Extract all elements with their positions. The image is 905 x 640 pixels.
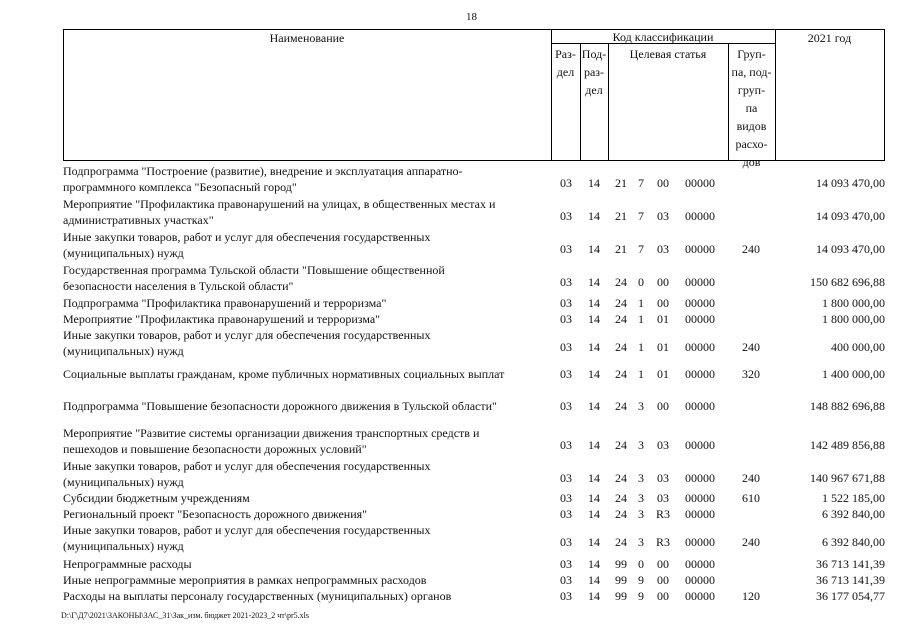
row-amount: 1 800 000,00 xyxy=(822,312,885,326)
row-code-a1: 24 xyxy=(615,471,627,485)
row-code-a3: 03 xyxy=(657,471,669,485)
row-code-a4: 00000 xyxy=(685,176,715,190)
row-code-pr: 14 xyxy=(588,312,600,326)
row-code-a1: 24 xyxy=(615,491,627,505)
row-code-pr: 14 xyxy=(588,471,600,485)
row-name: Подпрограмма "Профилактика правонарушений и терроризма" xyxy=(63,296,387,310)
row-code-pr: 14 xyxy=(588,209,600,223)
row-code-r: 03 xyxy=(560,340,572,354)
row-code-a2: 1 xyxy=(638,296,644,310)
row-code-a2: 1 xyxy=(638,312,644,326)
row-code-pr: 14 xyxy=(588,589,600,603)
row-code-r: 03 xyxy=(560,296,572,310)
row-amount: 140 967 671,88 xyxy=(810,471,885,485)
row-code-a2: 7 xyxy=(638,176,644,190)
row-code-a2: 7 xyxy=(638,209,644,223)
header-code-group: Код классификации xyxy=(612,30,714,44)
row-code-a3: 00 xyxy=(657,296,669,310)
row-code-r: 03 xyxy=(560,507,572,521)
row-code-a3: R3 xyxy=(655,507,670,521)
row-code-r: 03 xyxy=(560,573,572,587)
row-code-r: 03 xyxy=(560,557,572,571)
row-code-a1: 24 xyxy=(615,275,627,289)
row-amount: 14 093 470,00 xyxy=(816,242,885,256)
row-code-r: 03 xyxy=(560,491,572,505)
row-code-a1: 21 xyxy=(615,209,627,223)
row-amount: 6 392 840,00 xyxy=(822,535,885,549)
row-name: Подпрограмма "Повышение безопасности дорожного движения в Тульской области" xyxy=(63,399,497,413)
row-code-a3: 00 xyxy=(657,573,669,587)
row-amount: 1 400 000,00 xyxy=(822,367,885,381)
row-code-r: 03 xyxy=(560,535,572,549)
row-code-a1: 24 xyxy=(615,340,627,354)
row-code-a1: 24 xyxy=(615,296,627,310)
header-razdel: Раз- дел xyxy=(555,47,576,79)
row-code-a3: 00 xyxy=(657,399,669,413)
row-name: Подпрограмма "Построение (развитие), внедрение и эксплуатация аппаратно- программного комплекса "Безопасный город" xyxy=(63,164,463,194)
row-code-a4: 00000 xyxy=(685,275,715,289)
row-amount: 400 000,00 xyxy=(831,340,885,354)
row-code-r: 03 xyxy=(560,471,572,485)
row-code-a4: 00000 xyxy=(685,340,715,354)
row-code-pr: 14 xyxy=(588,557,600,571)
row-code-a3: 00 xyxy=(657,176,669,190)
row-code-a4: 00000 xyxy=(685,367,715,381)
header-gruppa: Груп- па, под- груп- па видов расхо- дов xyxy=(731,47,772,169)
row-code-a3: 00 xyxy=(657,589,669,603)
row-code-a2: 1 xyxy=(638,367,644,381)
row-code-a4: 00000 xyxy=(685,573,715,587)
row-name: Социальные выплаты гражданам, кроме публичных нормативных социальных выплат xyxy=(63,367,505,381)
row-code-pr: 14 xyxy=(588,438,600,452)
row-code-r: 03 xyxy=(560,312,572,326)
row-code-a4: 00000 xyxy=(685,507,715,521)
row-code-a1: 21 xyxy=(615,176,627,190)
row-amount: 148 882 696,88 xyxy=(810,399,885,413)
row-name: Иные закупки товаров, работ и услуг для обеспечения государственных (муниципальных) нужд xyxy=(63,459,431,489)
row-code-pr: 14 xyxy=(588,507,600,521)
row-code-a4: 00000 xyxy=(685,589,715,603)
row-code-pr: 14 xyxy=(588,176,600,190)
row-code-r: 03 xyxy=(560,438,572,452)
row-code-pr: 14 xyxy=(588,535,600,549)
row-code-r: 03 xyxy=(560,275,572,289)
row-name: Иные закупки товаров, работ и услуг для обеспечения государственных (муниципальных) нужд xyxy=(63,328,431,358)
row-code-a3: 03 xyxy=(657,209,669,223)
row-code-r: 03 xyxy=(560,399,572,413)
row-name: Субсидии бюджетным учреждениям xyxy=(63,491,250,505)
row-code-a3: 03 xyxy=(657,438,669,452)
row-code-a2: 0 xyxy=(638,557,644,571)
row-code-a1: 99 xyxy=(615,589,627,603)
row-amount: 36 713 141,39 xyxy=(816,557,885,571)
row-code-a3: 03 xyxy=(657,242,669,256)
row-code-a1: 24 xyxy=(615,507,627,521)
row-code-a4: 00000 xyxy=(685,296,715,310)
row-code-a1: 24 xyxy=(615,312,627,326)
row-name: Мероприятие "Развитие системы организации движения транспортных средств и пешеходов и повышение безопасности дорожных условий" xyxy=(63,426,480,456)
row-code-a1: 24 xyxy=(615,438,627,452)
row-code-a4: 00000 xyxy=(685,557,715,571)
row-code-v: 120 xyxy=(742,589,760,603)
row-code-a4: 00000 xyxy=(685,438,715,452)
row-amount: 1 800 000,00 xyxy=(822,296,885,310)
row-code-a4: 00000 xyxy=(685,312,715,326)
row-code-v: 240 xyxy=(742,242,760,256)
row-code-a2: 3 xyxy=(638,438,644,452)
row-code-a1: 24 xyxy=(615,535,627,549)
row-code-a2: 3 xyxy=(638,491,644,505)
row-code-a3: R3 xyxy=(655,535,670,549)
row-code-a1: 24 xyxy=(615,399,627,413)
row-amount: 142 489 856,88 xyxy=(810,438,885,452)
row-code-a3: 01 xyxy=(657,312,669,326)
row-name: Мероприятие "Профилактика правонарушений на улицах, в общественных местах и административных участках" xyxy=(63,197,496,227)
row-code-a4: 00000 xyxy=(685,471,715,485)
row-code-a1: 21 xyxy=(615,242,627,256)
row-code-a2: 3 xyxy=(638,535,644,549)
row-code-a1: 24 xyxy=(615,367,627,381)
row-code-pr: 14 xyxy=(588,573,600,587)
row-code-a1: 99 xyxy=(615,557,627,571)
row-amount: 150 682 696,88 xyxy=(810,275,885,289)
row-amount: 36 177 054,77 xyxy=(816,589,885,603)
row-code-a4: 00000 xyxy=(685,535,715,549)
row-name: Иные закупки товаров, работ и услуг для обеспечения государственных (муниципальных) нужд xyxy=(63,523,431,553)
row-code-r: 03 xyxy=(560,209,572,223)
row-code-a2: 3 xyxy=(638,507,644,521)
row-code-a2: 3 xyxy=(638,471,644,485)
row-code-r: 03 xyxy=(560,589,572,603)
row-code-a2: 9 xyxy=(638,573,644,587)
row-code-pr: 14 xyxy=(588,242,600,256)
header-year: 2021 год xyxy=(807,31,852,45)
row-code-a2: 3 xyxy=(638,399,644,413)
row-code-r: 03 xyxy=(560,367,572,381)
row-name: Мероприятие "Профилактика правонарушений и терроризма" xyxy=(63,312,381,326)
row-code-v: 240 xyxy=(742,340,760,354)
row-code-pr: 14 xyxy=(588,275,600,289)
row-code-v: 240 xyxy=(742,535,760,549)
header-article: Целевая статья xyxy=(629,47,707,61)
row-code-pr: 14 xyxy=(588,340,600,354)
row-code-a4: 00000 xyxy=(685,399,715,413)
row-amount: 14 093 470,00 xyxy=(816,176,885,190)
row-name: Региональный проект "Безопасность дорожного движения" xyxy=(63,507,368,521)
row-code-pr: 14 xyxy=(588,296,600,310)
row-code-pr: 14 xyxy=(588,367,600,381)
row-code-a3: 00 xyxy=(657,557,669,571)
row-code-r: 03 xyxy=(560,176,572,190)
row-name: Непрограммные расходы xyxy=(63,557,192,571)
row-code-a2: 9 xyxy=(638,589,644,603)
row-code-r: 03 xyxy=(560,242,572,256)
row-amount: 6 392 840,00 xyxy=(822,507,885,521)
row-code-a2: 0 xyxy=(638,275,644,289)
row-amount: 1 522 185,00 xyxy=(822,491,885,505)
row-code-a2: 7 xyxy=(638,242,644,256)
row-code-a4: 00000 xyxy=(685,491,715,505)
row-code-v: 320 xyxy=(742,367,760,381)
row-code-v: 610 xyxy=(742,491,760,505)
row-amount: 14 093 470,00 xyxy=(816,209,885,223)
row-name: Иные закупки товаров, работ и услуг для обеспечения государственных (муниципальных) нужд xyxy=(63,230,431,260)
row-code-a1: 99 xyxy=(615,573,627,587)
row-code-a3: 01 xyxy=(657,367,669,381)
row-name: Иные непрограммные мероприятия в рамках непрограммных расходов xyxy=(63,573,427,587)
row-name: Расходы на выплаты персоналу государственных (муниципальных) органов xyxy=(63,589,452,603)
row-code-a2: 1 xyxy=(638,340,644,354)
row-code-a4: 00000 xyxy=(685,242,715,256)
row-code-v: 240 xyxy=(742,471,760,485)
row-name: Государственная программа Тульской области "Повышение общественной безопасности населения в Тульской области" xyxy=(63,263,445,293)
row-amount: 36 713 141,39 xyxy=(816,573,885,587)
row-code-a3: 01 xyxy=(657,340,669,354)
row-code-pr: 14 xyxy=(588,491,600,505)
footer-path: D:\Г\Д7\2021\ЗАКОНЫ\ЗАС_31\Зак_изм. бюджет 2021-2023_2 чт\pr5.xls xyxy=(61,611,310,620)
row-code-a4: 00000 xyxy=(685,209,715,223)
header-podrazdel: Под- раз- дел xyxy=(581,47,607,97)
row-code-a3: 03 xyxy=(657,491,669,505)
row-code-pr: 14 xyxy=(588,399,600,413)
page-number: 18 xyxy=(466,11,477,23)
row-code-a3: 00 xyxy=(657,275,669,289)
header-name: Наименование xyxy=(269,31,345,45)
